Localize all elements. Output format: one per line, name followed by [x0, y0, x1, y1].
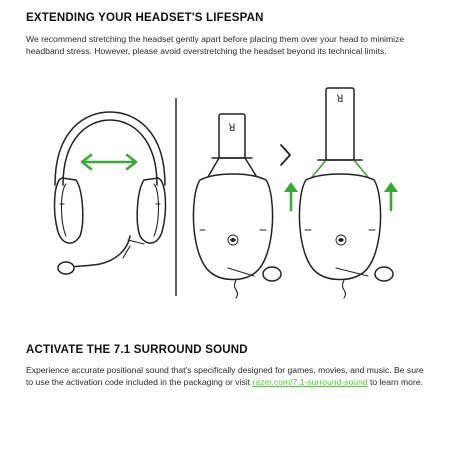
section-body-surround [26, 364, 430, 388]
section-heading-lifespan: EXTENDING YOUR HEADSET'S LIFESPAN [26, 12, 264, 24]
up-arrow-icon [384, 182, 398, 210]
up-arrow-icon [284, 182, 298, 210]
headband-mark-right: ꓤ [336, 94, 344, 105]
surround-text-after-link: to learn more. [367, 377, 423, 388]
surround-text-before-link: Experience accurate positional sound that's specifically designed for games, movies, and music. Be sure to use the activation code included in the packaging or visit [26, 365, 424, 388]
headband-mark-left: ꓤ [228, 123, 236, 134]
section-body-lifespan: We recommend stretching the headset gently apart before placing them over your head to minimize headband stress. However, please avoid overstretching the headset beyond its technical limits. [26, 34, 405, 57]
surround-sound-link[interactable]: razer.com/7.1-surround-sound [252, 377, 368, 388]
section-heading-surround: ACTIVATE THE 7.1 SURROUND SOUND [26, 344, 248, 356]
